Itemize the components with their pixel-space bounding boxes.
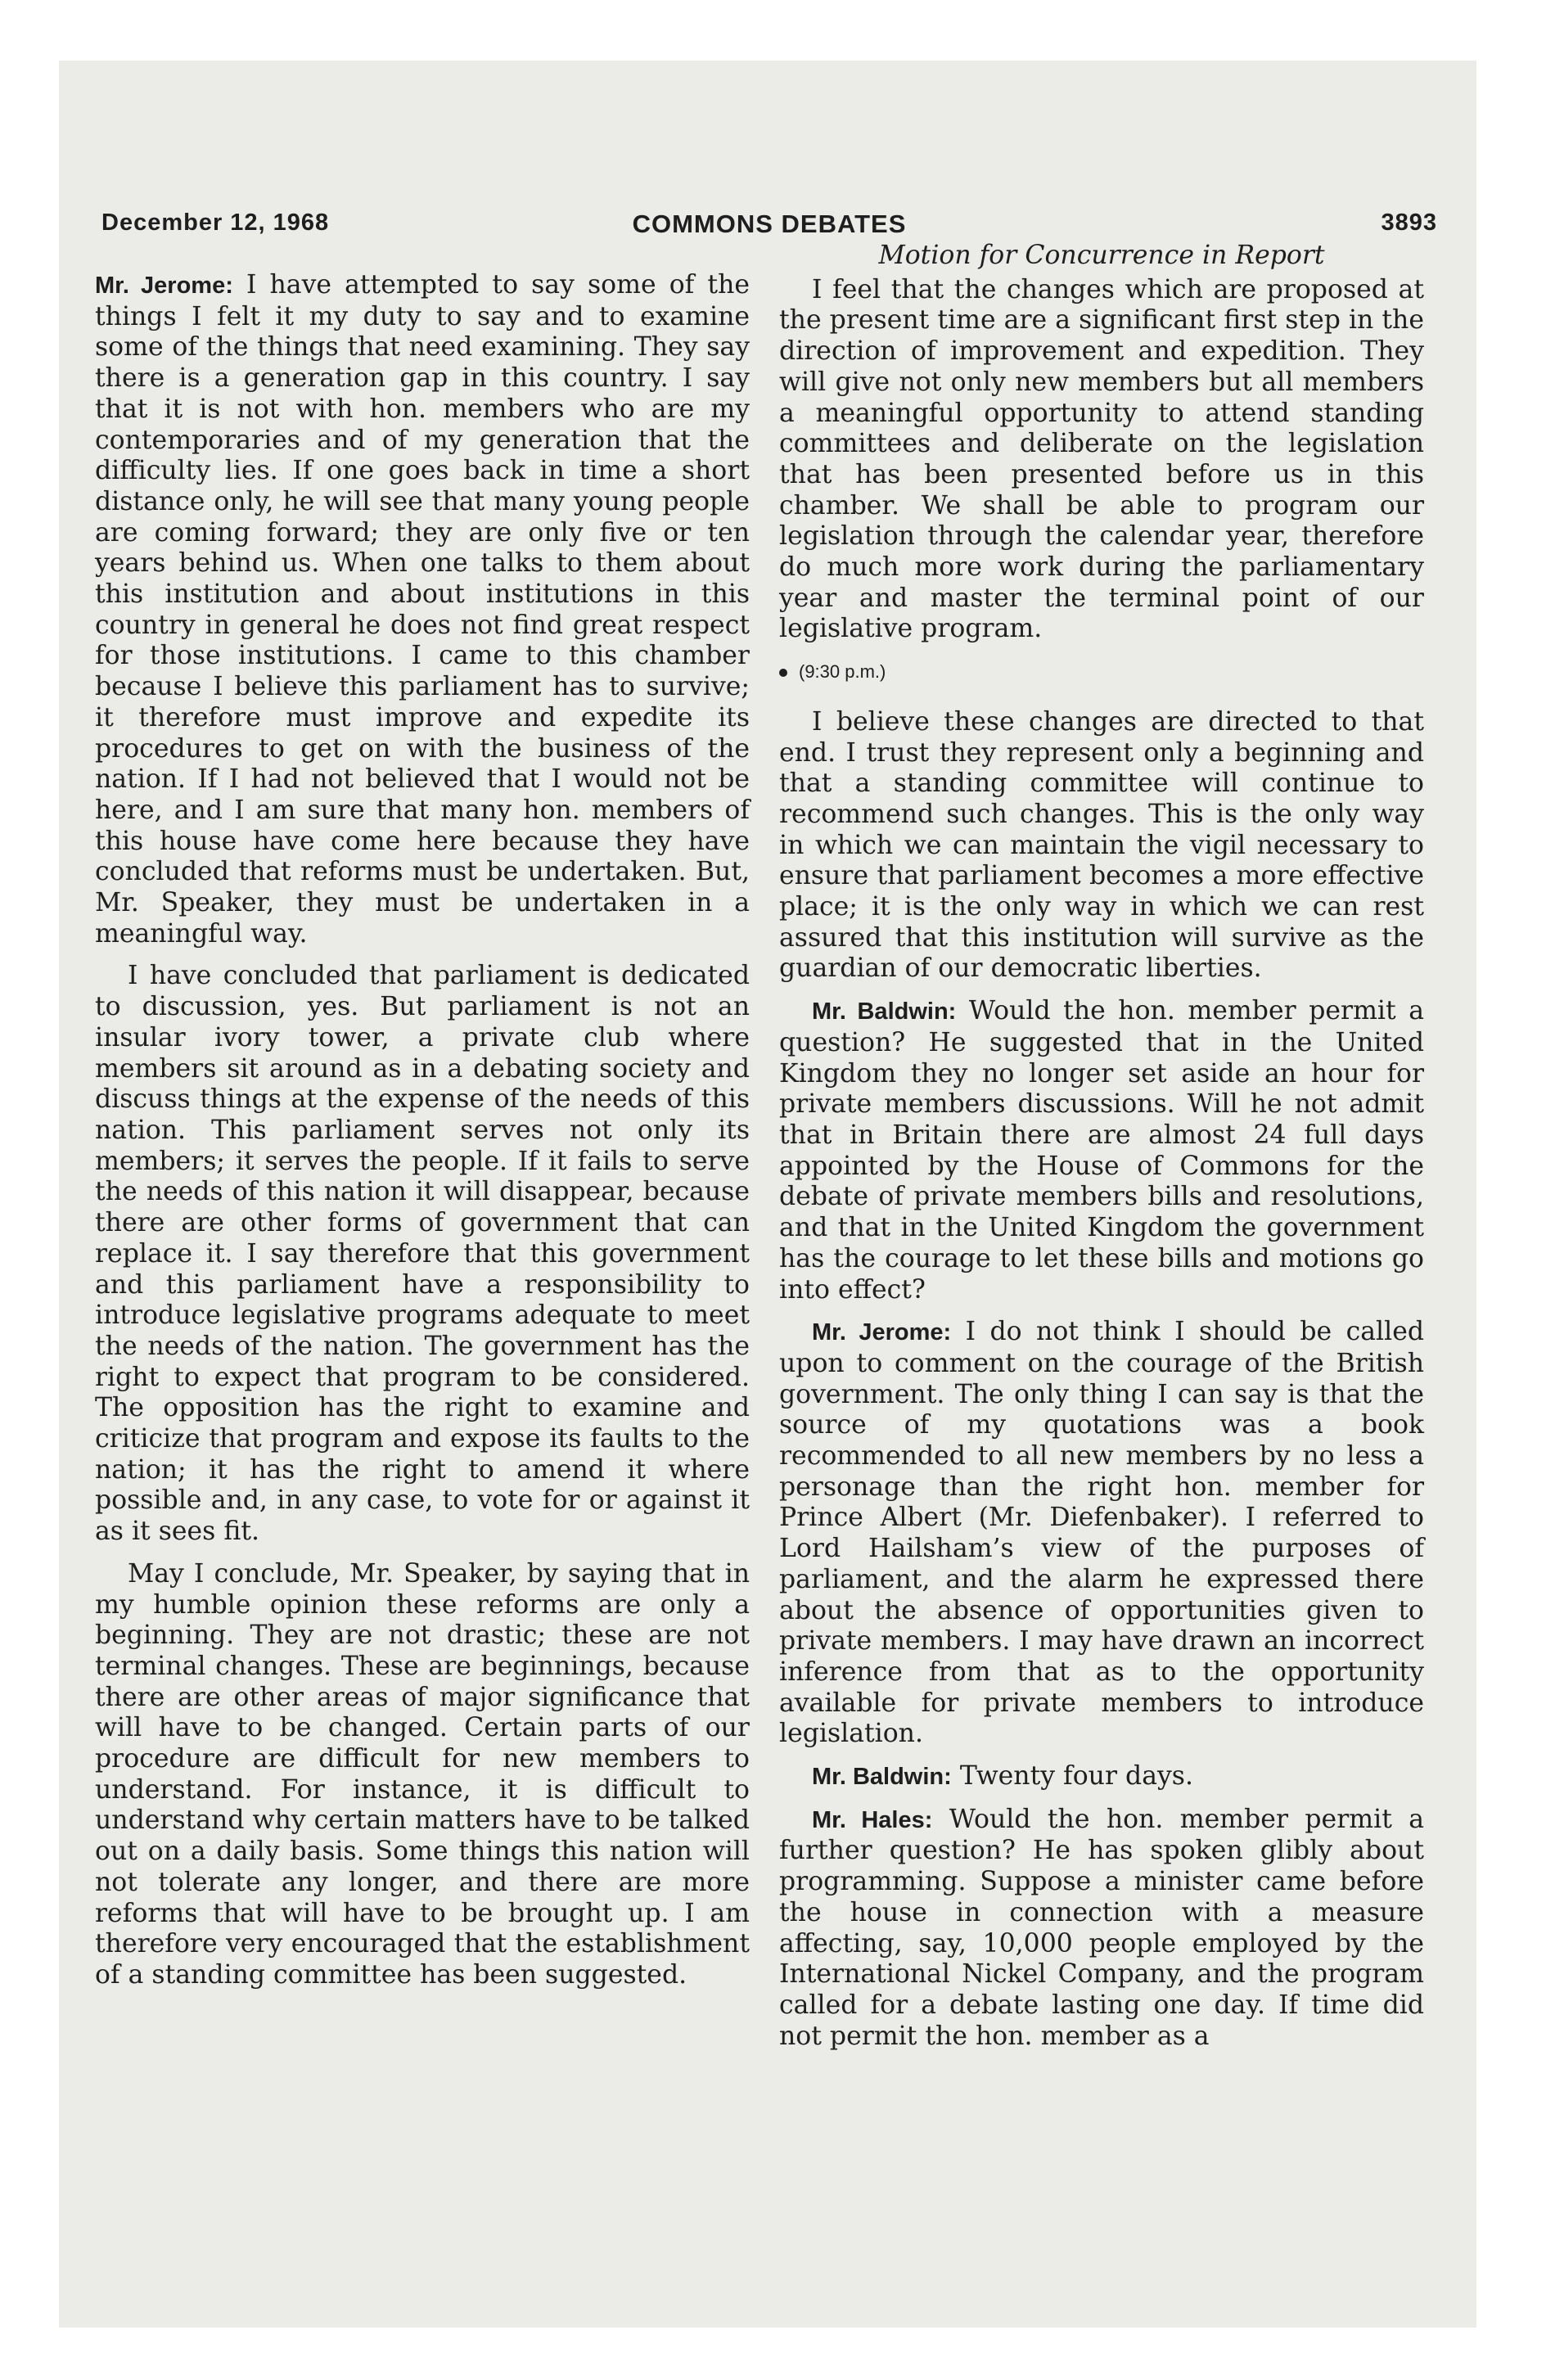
- paragraph-text: Would the hon. member permit a question? He suggested that in the United Kingdom they no longer set aside an hour for private members discussions. Will he not admit that in Britain there are almost 24 full days appointed by the House of Commons for the debate of private members bills and resolutions, and that in the United Kingdom the government has the courage to let these bills and motions go into effect?: [779, 996, 1424, 1305]
- time-marker: [779, 656, 1424, 687]
- speaker-name: Mr. Hales:: [812, 1806, 933, 1833]
- paragraph-text: I have concluded that parliament is dedicated to discussion, yes. But parliament is not an insular ivory tower, a private club where members sit around as in a debating society and discuss things at the expense of the needs of this nation. This parliament serves not only its members; it serves the people. If it fails to serve the needs of this nation it will disappear, because there are other forms of government that can replace it. I say therefore that this government and this parliament have a responsibility to introduce legislative programs adequate to meet the needs of the nation. The government has the right to expect that program to be considered. The opposition has the right to examine and criticize that program and expose its faults to the nation; it has the right to amend it where possible and, in any case, to vote for or against it as it sees fit.: [95, 961, 750, 1547]
- paragraph-jerome-1: [95, 270, 750, 949]
- paragraph-baldwin-1: [779, 996, 1424, 1305]
- right-column: [779, 241, 1425, 2063]
- paragraph-text: Twenty four days.: [959, 1761, 1193, 1792]
- header-page-number: 3893: [1381, 210, 1437, 236]
- paragraph-jerome-2: [779, 1317, 1424, 1750]
- paragraph-baldwin-2: [779, 1761, 1424, 1793]
- speaker-name: Mr. Jerome:: [812, 1319, 952, 1346]
- paragraph-hales: [779, 1805, 1424, 2053]
- paragraph-text: May I conclude, Mr. Speaker, by saying that in my humble opinion these reforms are only a beginning. They are not drastic; these are not terminal changes. These are beginnings, because there are other areas of major significance that will have to be changed. Certain parts of our procedure are difficult for new members to understand. For instance, it is difficult to understand why certain matters have to be talked out on a daily basis. Some things this nation will not tolerate any longer, and there are more reforms that will have to be brought up. I am therefore very encouraged that the establishment of a standing committee has been suggested.: [95, 1558, 750, 1990]
- time-marker-text: (9:30 p.m.): [799, 661, 886, 683]
- running-head: Motion for Concurrence in Report: [878, 241, 1325, 270]
- paragraph-text: I do not think I should be called upon to comment on the courage of the British government. The only thing I can say is that the source of my quotations was a book recommended to all new members by no less a personage than the right hon. member for Prince Albert (Mr. Diefenbaker). I referred to Lord Hailsham’s view of the purposes of parliament, and the alarm he expressed there about the absence of opportunities given to private members. I may have drawn an incorrect inference from that as to the opportunity available for private members to introduce legislation.: [779, 1317, 1424, 1749]
- speaker-name: Mr. Jerome:: [95, 273, 233, 299]
- paragraph-text: I have attempted to say some of the things I felt it my duty to say and to examine some of the things that need examining. They say there is a generation gap in this country. I say that it is not with hon. members who are my contemporaries and of my generation that the difficulty lies. If one goes back in time a short distance only, he will see that many young people are coming forward; they are only five or ten years behind us. When one talks to them about this institution and about institutions in this country in general he does not find great respect for those institutions. I came to this chamber because I believe this parliament has to survive; it therefore must improve and expedite its procedures to get on with the business of the nation. If I had not believed that I would not be here, and I am sure that many hon. members of this house have come here because they have concluded that reforms must be undertaken. But, Mr. Speaker, they must be undertaken in a meaningful way.: [95, 270, 750, 949]
- paragraph-text: I believe these changes are directed to that end. I trust they represent only a beginning and that a standing committee will continue to recommend such changes. This is the only way in which we can maintain the vigil necessary to ensure that parliament becomes a more effective place; it is the only way in which we can rest assured that this institution will survive as the guardian of our democratic liberties.: [779, 706, 1424, 984]
- header-date: December 12, 1968: [101, 210, 330, 236]
- speaker-name: Mr. Baldwin:: [812, 998, 957, 1025]
- paragraph-text: Would the hon. member permit a further question? He has spoken glibly about programming. Suppose a minister came before the house in connection with a measure affecting, say, 10,000 people employed by the International Nickel Company, and the program called for a debate lasting one day. If time did not permit the hon. member as a: [779, 1804, 1425, 2051]
- speaker-name: Mr. Baldwin:: [812, 1764, 952, 1791]
- paragraph-text: I feel that the changes which are proposed at the present time are a significant first step in the direction of improvement and expedition. They will give not only new members but all members a meaningful opportunity to attend standing committees and deliberate on the legislation that has been presented before us in this chamber. We shall be able to program our legislation through the calendar year, therefore do much more work during the parliamentary year and master the terminal point of our legislative program.: [779, 274, 1424, 644]
- header-title: COMMONS DEBATES: [632, 210, 907, 238]
- bullet-icon: [779, 669, 787, 677]
- left-column: [95, 270, 750, 2003]
